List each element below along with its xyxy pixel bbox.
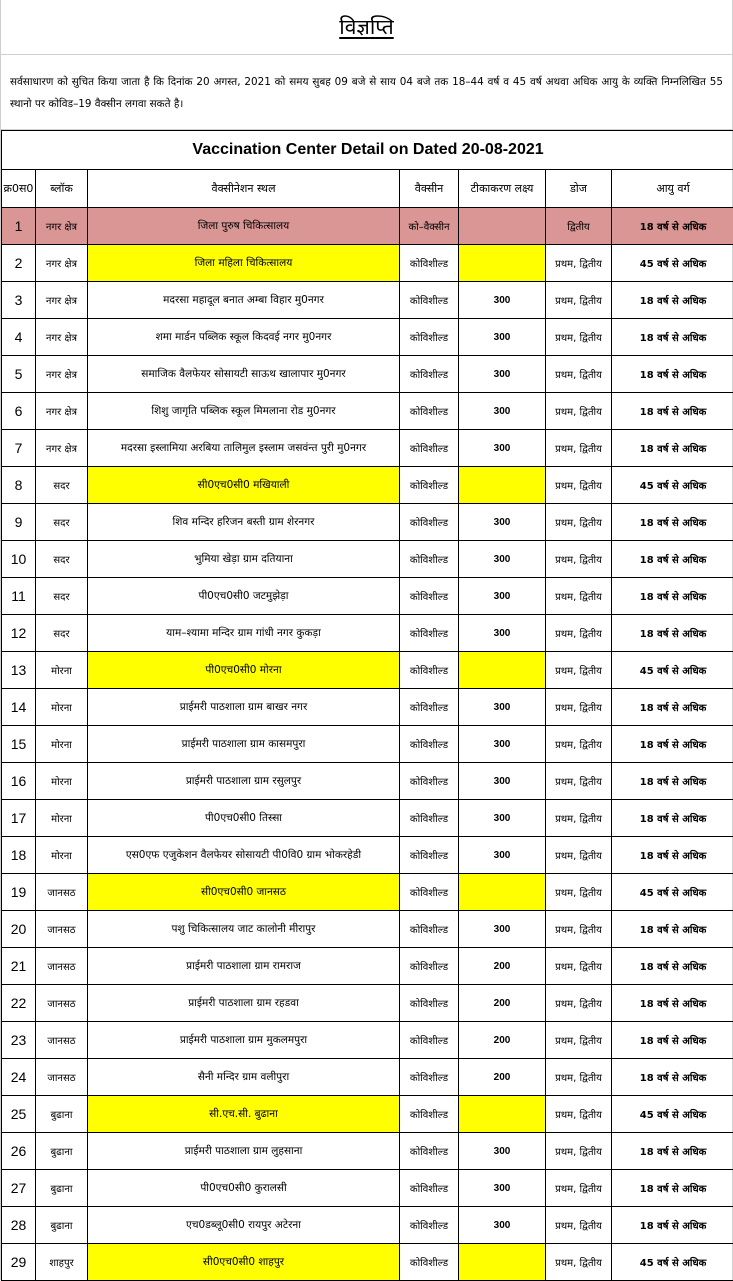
cell-site: प्राईमरी पाठशाला ग्राम कासमपुरा <box>88 726 400 763</box>
cell-block: जानसठ <box>36 948 88 985</box>
cell-block: बुढाना <box>36 1207 88 1244</box>
cell-dose: प्रथम, द्वितीय <box>546 726 612 763</box>
cell-serial: 9 <box>2 504 36 541</box>
cell-target: 300 <box>459 1170 546 1207</box>
cell-age: 18 वर्ष से अधिक <box>612 430 733 467</box>
cell-site: शमा मार्डन पब्लिक स्कूल किदवई नगर मु0नगर <box>88 319 400 356</box>
cell-site: सी.एच.सी. बुढाना <box>88 1096 400 1133</box>
cell-site: एस0एफ एजुकेशन वैलफेयर सोसायटी पी0वि0 ग्राम भोकरहेडी <box>88 837 400 874</box>
cell-vaccine: कोविशील्ड <box>400 1096 459 1133</box>
cell-age: 18 वर्ष से अधिक <box>612 948 733 985</box>
cell-dose: प्रथम, द्वितीय <box>546 578 612 615</box>
cell-serial: 25 <box>2 1096 36 1133</box>
cell-dose: प्रथम, द्वितीय <box>546 504 612 541</box>
cell-vaccine: कोविशील्ड <box>400 245 459 282</box>
cell-serial: 26 <box>2 1133 36 1170</box>
cell-dose: प्रथम, द्वितीय <box>546 356 612 393</box>
cell-dose: प्रथम, द्वितीय <box>546 430 612 467</box>
table-row <box>2 763 733 800</box>
cell-dose: प्रथम, द्वितीय <box>546 1133 612 1170</box>
cell-block: बुढाना <box>36 1096 88 1133</box>
cell-vaccine: कोविशील्ड <box>400 1244 459 1281</box>
cell-serial: 17 <box>2 800 36 837</box>
table-caption: Vaccination Center Detail on Dated 20-08-2021 <box>2 131 733 170</box>
table-row <box>2 430 733 467</box>
cell-age: 45 वर्ष से अधिक <box>612 652 733 689</box>
cell-site: पी0एच0सी0 जटमुझेड़ा <box>88 578 400 615</box>
table-caption-row <box>2 131 733 170</box>
cell-age: 18 वर्ष से अधिक <box>612 1022 733 1059</box>
cell-dose: प्रथम, द्वितीय <box>546 541 612 578</box>
cell-vaccine: कोविशील्ड <box>400 726 459 763</box>
cell-block: नगर क्षेत्र <box>36 430 88 467</box>
cell-serial: 8 <box>2 467 36 504</box>
cell-site: जिला महिला चिकित्सालय <box>88 245 400 282</box>
cell-vaccine: कोविशील्ड <box>400 430 459 467</box>
table-row <box>2 689 733 726</box>
cell-age: 18 वर्ष से अधिक <box>612 504 733 541</box>
cell-dose: प्रथम, द्वितीय <box>546 245 612 282</box>
table-row <box>2 1133 733 1170</box>
cell-vaccine: कोविशील्ड <box>400 393 459 430</box>
cell-block: नगर क्षेत्र <box>36 356 88 393</box>
cell-serial: 27 <box>2 1170 36 1207</box>
table-row <box>2 726 733 763</box>
cell-age: 45 वर्ष से अधिक <box>612 467 733 504</box>
table-row <box>2 615 733 652</box>
cell-vaccine: कोविशील्ड <box>400 1133 459 1170</box>
table-row <box>2 1096 733 1133</box>
cell-serial: 7 <box>2 430 36 467</box>
cell-vaccine: कोविशील्ड <box>400 985 459 1022</box>
cell-serial: 19 <box>2 874 36 911</box>
cell-age: 18 वर्ष से अधिक <box>612 1207 733 1244</box>
cell-target <box>459 208 546 245</box>
cell-target: 200 <box>459 948 546 985</box>
cell-dose: प्रथम, द्वितीय <box>546 763 612 800</box>
cell-site: प्राईमरी पाठशाला ग्राम रसुलपुर <box>88 763 400 800</box>
cell-site: जिला पुरुष चिकित्सालय <box>88 208 400 245</box>
cell-block: नगर क्षेत्र <box>36 393 88 430</box>
cell-serial: 6 <box>2 393 36 430</box>
cell-block: मोरना <box>36 689 88 726</box>
cell-dose: प्रथम, द्वितीय <box>546 393 612 430</box>
cell-dose: प्रथम, द्वितीय <box>546 1059 612 1096</box>
cell-age: 18 वर्ष से अधिक <box>612 208 733 245</box>
cell-block: मोरना <box>36 763 88 800</box>
cell-dose: प्रथम, द्वितीय <box>546 1022 612 1059</box>
cell-vaccine: कोविशील्ड <box>400 1170 459 1207</box>
cell-target: 300 <box>459 800 546 837</box>
cell-block: सदर <box>36 615 88 652</box>
cell-age: 18 वर्ष से अधिक <box>612 1170 733 1207</box>
cell-site: सी0एच0सी0 शाहपुर <box>88 1244 400 1281</box>
cell-dose: प्रथम, द्वितीय <box>546 615 612 652</box>
cell-serial: 29 <box>2 1244 36 1281</box>
cell-block: सदर <box>36 578 88 615</box>
cell-block: जानसठ <box>36 1059 88 1096</box>
table-row <box>2 541 733 578</box>
cell-site: मदरसा महादूल बनात अम्बा विहार मु0नगर <box>88 282 400 319</box>
table-row <box>2 837 733 874</box>
cell-target: 200 <box>459 1022 546 1059</box>
table-row <box>2 578 733 615</box>
cell-site: प्राईमरी पाठशाला ग्राम लुहसाना <box>88 1133 400 1170</box>
cell-serial: 15 <box>2 726 36 763</box>
cell-target <box>459 1244 546 1281</box>
cell-serial: 12 <box>2 615 36 652</box>
cell-age: 45 वर्ष से अधिक <box>612 245 733 282</box>
column-header-age: आयु वर्ग <box>612 170 733 208</box>
cell-target: 300 <box>459 1207 546 1244</box>
column-header-target: टीकाकरण लक्ष्य <box>459 170 546 208</box>
column-header-dose: डोज <box>546 170 612 208</box>
cell-serial: 23 <box>2 1022 36 1059</box>
table-row <box>2 800 733 837</box>
cell-target: 300 <box>459 356 546 393</box>
cell-target: 300 <box>459 615 546 652</box>
cell-block: नगर क्षेत्र <box>36 319 88 356</box>
cell-site: प्राईमरी पाठशाला ग्राम बाखर नगर <box>88 689 400 726</box>
cell-age: 18 वर्ष से अधिक <box>612 1059 733 1096</box>
cell-serial: 20 <box>2 911 36 948</box>
cell-vaccine: कोविशील्ड <box>400 578 459 615</box>
cell-block: नगर क्षेत्र <box>36 245 88 282</box>
table-row <box>2 1170 733 1207</box>
table-row <box>2 356 733 393</box>
notice-text: सर्वसाधारण को सुचित किया जाता है कि दिनांक 20 अगस्त, 2021 को समय सुबह 09 बजे से साय 04 बजे तक 18–44 वर्ष व 45 वर्ष अथवा अधिक आयु के व्यक्ति निम्नलिखित 55 स्थानो पर कोविड–19 वैक्सीन लगवा सकते है। <box>1 55 732 130</box>
cell-vaccine: कोविशील्ड <box>400 541 459 578</box>
page-title: विज्ञप्ति <box>339 13 393 41</box>
table-row <box>2 1244 733 1281</box>
table-row <box>2 652 733 689</box>
cell-target: 300 <box>459 578 546 615</box>
cell-site: पी0एच0सी0 तिस्सा <box>88 800 400 837</box>
column-header-site: वैक्सीनेशन स्थल <box>88 170 400 208</box>
cell-dose: प्रथम, द्वितीय <box>546 800 612 837</box>
cell-block: मोरना <box>36 726 88 763</box>
column-header-serial: क्र0स0 <box>2 170 36 208</box>
cell-serial: 1 <box>2 208 36 245</box>
cell-block: जानसठ <box>36 1022 88 1059</box>
cell-dose: प्रथम, द्वितीय <box>546 948 612 985</box>
cell-target: 200 <box>459 1059 546 1096</box>
table-row <box>2 208 733 245</box>
cell-site: पशु चिकित्सालय जाट कालोनी मीरापुर <box>88 911 400 948</box>
cell-dose: प्रथम, द्वितीय <box>546 911 612 948</box>
cell-dose: प्रथम, द्वितीय <box>546 1096 612 1133</box>
table-row <box>2 948 733 985</box>
cell-target: 300 <box>459 393 546 430</box>
cell-site: सी0एच0सी0 मखियाली <box>88 467 400 504</box>
cell-target: 300 <box>459 726 546 763</box>
cell-block: मोरना <box>36 800 88 837</box>
cell-target: 300 <box>459 282 546 319</box>
cell-block: नगर क्षेत्र <box>36 208 88 245</box>
cell-vaccine: कोविशील्ड <box>400 615 459 652</box>
cell-dose: प्रथम, द्वितीय <box>546 1244 612 1281</box>
cell-site: प्राईमरी पाठशाला ग्राम मुकलमपुरा <box>88 1022 400 1059</box>
cell-vaccine: कोविशील्ड <box>400 282 459 319</box>
cell-dose: प्रथम, द्वितीय <box>546 1170 612 1207</box>
cell-serial: 2 <box>2 245 36 282</box>
cell-site: याम–श्यामा मन्दिर ग्राम गांधी नगर कुकड़ा <box>88 615 400 652</box>
cell-vaccine: कोविशील्ड <box>400 800 459 837</box>
cell-vaccine: कोविशील्ड <box>400 319 459 356</box>
table-row <box>2 911 733 948</box>
cell-vaccine: कोविशील्ड <box>400 874 459 911</box>
cell-block: बुढाना <box>36 1133 88 1170</box>
cell-age: 18 वर्ष से अधिक <box>612 985 733 1022</box>
cell-block: मोरना <box>36 652 88 689</box>
cell-serial: 22 <box>2 985 36 1022</box>
cell-block: जानसठ <box>36 874 88 911</box>
cell-vaccine: कोविशील्ड <box>400 652 459 689</box>
cell-block: सदर <box>36 504 88 541</box>
cell-dose: प्रथम, द्वितीय <box>546 689 612 726</box>
cell-age: 18 वर्ष से अधिक <box>612 282 733 319</box>
cell-site: सैनी मन्दिर ग्राम वलीपुरा <box>88 1059 400 1096</box>
cell-site: एच0डब्लू0सी0 रायपुर अटेरना <box>88 1207 400 1244</box>
cell-dose: द्वितीय <box>546 208 612 245</box>
cell-vaccine: कोविशील्ड <box>400 763 459 800</box>
cell-site: प्राईमरी पाठशाला ग्राम रहडवा <box>88 985 400 1022</box>
cell-serial: 3 <box>2 282 36 319</box>
table-row <box>2 245 733 282</box>
cell-dose: प्रथम, द्वितीय <box>546 874 612 911</box>
cell-site: समाजिक वैलफेयर सोसायटी साऊथ खालापार मु0नगर <box>88 356 400 393</box>
cell-serial: 13 <box>2 652 36 689</box>
cell-block: शाहपुर <box>36 1244 88 1281</box>
cell-age: 18 वर्ष से अधिक <box>612 837 733 874</box>
cell-block: नगर क्षेत्र <box>36 282 88 319</box>
cell-age: 18 वर्ष से अधिक <box>612 578 733 615</box>
cell-serial: 18 <box>2 837 36 874</box>
cell-site: शिव मन्दिर हरिजन बस्ती ग्राम शेरनगर <box>88 504 400 541</box>
cell-age: 18 वर्ष से अधिक <box>612 800 733 837</box>
cell-target: 300 <box>459 911 546 948</box>
table-row <box>2 985 733 1022</box>
cell-target <box>459 652 546 689</box>
cell-vaccine: कोविशील्ड <box>400 689 459 726</box>
cell-target <box>459 245 546 282</box>
cell-block: मोरना <box>36 837 88 874</box>
cell-block: सदर <box>36 541 88 578</box>
cell-age: 18 वर्ष से अधिक <box>612 615 733 652</box>
table-body <box>2 208 733 1281</box>
cell-site: शिशु जागृति पब्लिक स्कूल मिमलाना रोड मु0नगर <box>88 393 400 430</box>
cell-target: 300 <box>459 837 546 874</box>
cell-site: पी0एच0सी0 कुरालसी <box>88 1170 400 1207</box>
cell-vaccine: कोविशील्ड <box>400 948 459 985</box>
cell-site: पी0एच0सी0 मोरना <box>88 652 400 689</box>
cell-target: 300 <box>459 541 546 578</box>
cell-serial: 14 <box>2 689 36 726</box>
cell-vaccine: कोविशील्ड <box>400 911 459 948</box>
table-header-row <box>2 170 733 208</box>
table-row <box>2 1207 733 1244</box>
cell-age: 18 वर्ष से अधिक <box>612 319 733 356</box>
cell-vaccine: कोविशील्ड <box>400 504 459 541</box>
cell-block: बुढाना <box>36 1170 88 1207</box>
cell-age: 18 वर्ष से अधिक <box>612 726 733 763</box>
cell-age: 18 वर्ष से अधिक <box>612 356 733 393</box>
column-header-vaccine: वैक्सीन <box>400 170 459 208</box>
table-row <box>2 1059 733 1096</box>
cell-age: 18 वर्ष से अधिक <box>612 1133 733 1170</box>
cell-age: 45 वर्ष से अधिक <box>612 874 733 911</box>
cell-age: 18 वर्ष से अधिक <box>612 911 733 948</box>
cell-serial: 24 <box>2 1059 36 1096</box>
cell-block: जानसठ <box>36 911 88 948</box>
cell-age: 18 वर्ष से अधिक <box>612 689 733 726</box>
table-row <box>2 874 733 911</box>
cell-dose: प्रथम, द्वितीय <box>546 1207 612 1244</box>
cell-site: मदरसा इस्लामिया अरबिया तालिमुल इस्लाम जसवंन्त पुरी मु0नगर <box>88 430 400 467</box>
cell-target: 300 <box>459 504 546 541</box>
cell-serial: 4 <box>2 319 36 356</box>
cell-vaccine: कोविशील्ड <box>400 1059 459 1096</box>
table-row <box>2 393 733 430</box>
table-row <box>2 1022 733 1059</box>
cell-dose: प्रथम, द्वितीय <box>546 467 612 504</box>
table-row <box>2 282 733 319</box>
cell-target: 300 <box>459 319 546 356</box>
title-box <box>1 0 732 55</box>
cell-dose: प्रथम, द्वितीय <box>546 837 612 874</box>
table-row <box>2 319 733 356</box>
cell-target: 300 <box>459 689 546 726</box>
cell-block: सदर <box>36 467 88 504</box>
table-row <box>2 467 733 504</box>
cell-dose: प्रथम, द्वितीय <box>546 282 612 319</box>
cell-site: प्राईमरी पाठशाला ग्राम रामराज <box>88 948 400 985</box>
column-header-block: ब्लॉक <box>36 170 88 208</box>
cell-age: 18 वर्ष से अधिक <box>612 541 733 578</box>
cell-target: 300 <box>459 430 546 467</box>
cell-vaccine: को–वैक्सीन <box>400 208 459 245</box>
cell-dose: प्रथम, द्वितीय <box>546 319 612 356</box>
cell-serial: 21 <box>2 948 36 985</box>
cell-serial: 16 <box>2 763 36 800</box>
cell-block: जानसठ <box>36 985 88 1022</box>
cell-vaccine: कोविशील्ड <box>400 1207 459 1244</box>
cell-site: सी0एच0सी0 जानसठ <box>88 874 400 911</box>
cell-vaccine: कोविशील्ड <box>400 837 459 874</box>
cell-site: भुमिया खेड़ा ग्राम दतियाना <box>88 541 400 578</box>
cell-target: 300 <box>459 763 546 800</box>
cell-target: 300 <box>459 1133 546 1170</box>
cell-target <box>459 874 546 911</box>
cell-age: 18 वर्ष से अधिक <box>612 393 733 430</box>
cell-serial: 5 <box>2 356 36 393</box>
cell-target: 200 <box>459 985 546 1022</box>
cell-vaccine: कोविशील्ड <box>400 1022 459 1059</box>
table-row <box>2 504 733 541</box>
cell-dose: प्रथम, द्वितीय <box>546 652 612 689</box>
vaccination-table <box>1 130 733 1281</box>
cell-serial: 10 <box>2 541 36 578</box>
cell-target <box>459 467 546 504</box>
cell-age: 45 वर्ष से अधिक <box>612 1096 733 1133</box>
cell-age: 18 वर्ष से अधिक <box>612 763 733 800</box>
cell-vaccine: कोविशील्ड <box>400 467 459 504</box>
cell-vaccine: कोविशील्ड <box>400 356 459 393</box>
cell-dose: प्रथम, द्वितीय <box>546 985 612 1022</box>
cell-target <box>459 1096 546 1133</box>
cell-serial: 28 <box>2 1207 36 1244</box>
cell-age: 45 वर्ष से अधिक <box>612 1244 733 1281</box>
cell-serial: 11 <box>2 578 36 615</box>
